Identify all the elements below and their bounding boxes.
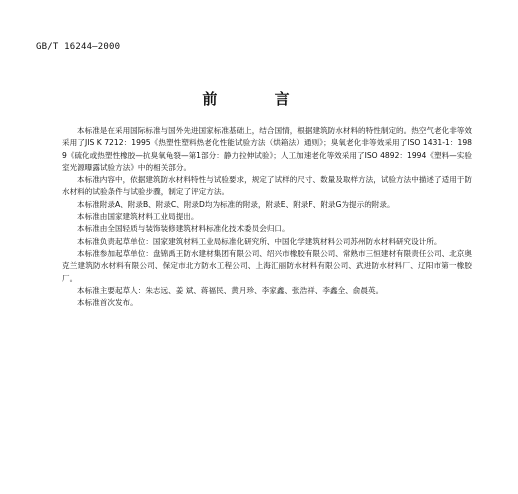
- paragraph: 本标准负责起草单位：国家建筑材料工业局标准化研究所、中国化学建筑材料公司苏州防水材料研究设计所。: [77, 236, 442, 246]
- page-title: 前 言: [202, 90, 316, 108]
- paragraph: 本标准是在采用国际标准与国外先进国家标准基础上，结合国情，根据建筑防水材料的特性制定的。热空气老化非等效采用了JIS K 7212：1995《热塑性塑料热老化性能试验方法（烘箱法）通则》；臭氧老化非等效采用了ISO 1431-1：1989《硫化或热塑性橡胶—抗臭氧龟裂—第1部分：静力拉伸试验》；人工加速老化等效采用了ISO 4892：1994《塑料—实验室光源曝露试验方法》中的相关部分。: [62, 126, 472, 172]
- paragraph: 本标准附录A、附录B、附录C、附录D均为标准的附录，附录E、附录F、附录G为提示的附录。: [77, 199, 395, 209]
- paragraph: 本标准由国家建筑材料工业局提出。: [77, 212, 199, 222]
- paragraph: 本标准主要起草人：朱志远、姜 斌、蒋福民、黄月珍、李家鑫、张浩祥、李鑫全、俞晨英。: [77, 285, 384, 295]
- paragraph: 本标准参加起草单位：盘锦禹王防水建材集团有限公司、绍兴市橡胶有限公司、常熟市三恒建材有限责任公司、北京奥克兰建筑防水材料有限公司、保定市北方防水工程公司、上海汇丽防水材料有限公司、武进防水材料厂、辽阳市第一橡胶厂。: [62, 248, 472, 283]
- foreword-body: [62, 125, 472, 309]
- paragraph: 本标准首次发布。: [77, 298, 138, 308]
- standard-code: GB/T 16244—2000: [36, 42, 121, 52]
- paragraph: 本标准由全国轻质与装饰装修建筑材料标准化技术委员会归口。: [77, 224, 290, 234]
- paragraph: 本标准内容中，依据建筑防水材料特性与试验要求，规定了试样的尺寸、数量及取样方法，试验方法中描述了适用于防水材料的试验条件与试验步骤，制定了评定方法。: [62, 175, 472, 197]
